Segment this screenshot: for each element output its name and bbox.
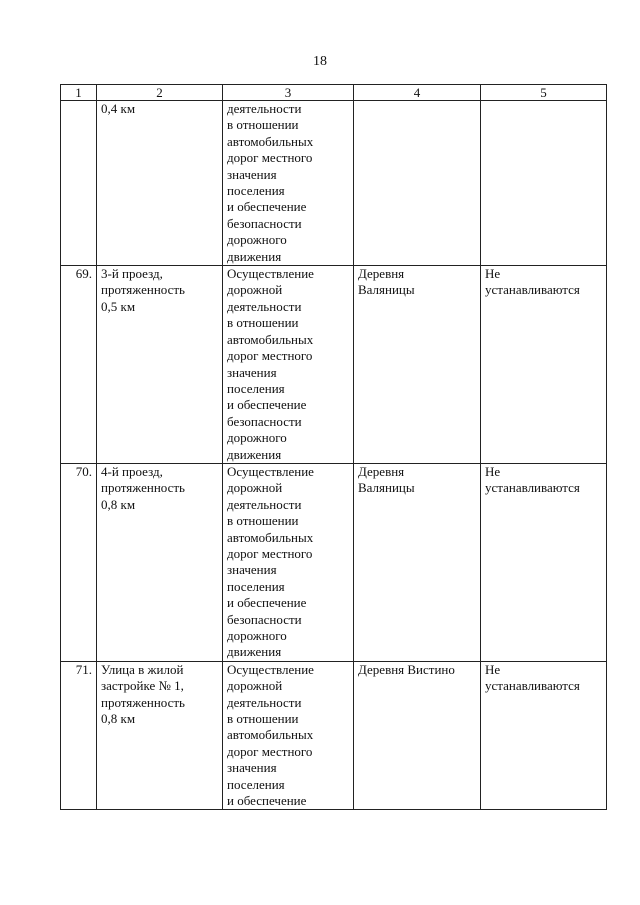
activity-description-line: в отношении (227, 711, 299, 727)
activity-description-line: дорожной (227, 480, 283, 496)
activity-description-line: и обеспечение (227, 199, 307, 215)
activity-description-line: и обеспечение (227, 793, 307, 809)
activity-description-line: Осуществление (227, 463, 314, 479)
table-row (61, 661, 607, 810)
activity-description-line: значения (227, 364, 277, 380)
activity-description-cell (223, 463, 354, 661)
activity-description-line: движения (227, 248, 282, 264)
activity-description-line: значения (227, 166, 277, 182)
row-number-cell (61, 101, 97, 266)
road-name-line: застройке № 1, (101, 678, 184, 694)
activity-description-line: и обеспечение (227, 595, 307, 611)
column-header-4: 4 (354, 85, 481, 101)
activity-description-line: поселения (227, 183, 285, 199)
activity-description-line: поселения (227, 380, 285, 396)
road-name-cell (97, 661, 223, 810)
restrictions-status-line: Не (485, 463, 501, 479)
column-header-1: 1 (61, 85, 97, 101)
road-name-line: протяженность (101, 282, 185, 298)
settlement-cell (354, 661, 481, 810)
roads-table (60, 84, 607, 810)
activity-description-line: Осуществление (227, 266, 314, 282)
activity-description-line: в отношении (227, 117, 299, 133)
restrictions-status-cell (481, 101, 607, 266)
restrictions-status-line: Не (485, 661, 501, 677)
page-number: 18 (313, 54, 327, 69)
row-number-cell: 71. (61, 661, 97, 810)
column-header-2: 2 (97, 85, 223, 101)
road-name-line: 3-й проезд, (101, 266, 163, 282)
restrictions-status-line: устанавливаются (485, 678, 580, 694)
activity-description-line: в отношении (227, 513, 299, 529)
header-row (61, 85, 607, 101)
road-name-line: 4-й проезд, (101, 463, 163, 479)
activity-description-line: дорожного (227, 628, 287, 643)
activity-description-cell (223, 101, 354, 266)
activity-description-line: безопасности (227, 413, 302, 429)
restrictions-status-line: устанавливаются (485, 480, 580, 496)
road-name-cell (97, 101, 223, 266)
activity-description-line: дорожного (227, 430, 287, 446)
road-name-line: Улица в жилой (101, 661, 184, 677)
activity-description-line: автомобильных (227, 727, 314, 743)
settlement-line: Деревня (358, 266, 405, 282)
column-header-3: 3 (223, 85, 354, 101)
activity-description-cell (223, 661, 354, 810)
restrictions-status-cell (481, 463, 607, 661)
restrictions-status-line: устанавливаются (485, 282, 580, 298)
activity-description-line: автомобильных (227, 529, 314, 545)
activity-description-line: поселения (227, 578, 285, 594)
settlement-line: Валяницы (358, 480, 415, 496)
table-row (61, 101, 607, 266)
activity-description-line: деятельности (227, 298, 302, 314)
activity-description-line: автомобильных (227, 331, 314, 347)
table-body (61, 101, 607, 810)
road-name-cell (97, 463, 223, 661)
settlement-line: Деревня (358, 463, 405, 479)
settlement-line: Валяницы (358, 282, 415, 298)
activity-description-line: безопасности (227, 215, 302, 231)
row-number-cell: 69. (61, 266, 97, 464)
activity-description-line: автомобильных (227, 133, 314, 149)
table-row (61, 266, 607, 464)
activity-description-line: в отношении (227, 315, 299, 331)
table-row (61, 463, 607, 661)
settlement-cell (354, 101, 481, 266)
road-name-line: 0,5 км (101, 298, 136, 314)
column-header-5: 5 (481, 85, 607, 101)
activity-description-line: значения (227, 760, 277, 776)
activity-description-line: и обеспечение (227, 397, 307, 413)
settlement-line: Деревня Вистино (358, 661, 455, 677)
road-name-line: протяженность (101, 694, 185, 710)
activity-description-line: дорог местного (227, 348, 313, 364)
activity-description-line: дорожной (227, 678, 283, 694)
road-name-line: 0,8 км (101, 496, 136, 512)
road-name-line: протяженность (101, 480, 185, 496)
activity-description-line: безопасности (227, 611, 302, 627)
activity-description-line: движения (227, 446, 282, 462)
activity-description-line: деятельности (227, 496, 302, 512)
activity-description-line: дорог местного (227, 150, 313, 166)
activity-description-line: дорог местного (227, 545, 313, 561)
activity-description-line: поселения (227, 776, 285, 792)
activity-description-line: дорожной (227, 282, 283, 298)
activity-description-line: дорог местного (227, 743, 313, 759)
settlement-cell (354, 266, 481, 464)
activity-description-line: Осуществление (227, 661, 314, 677)
road-name-cell (97, 266, 223, 464)
settlement-cell (354, 463, 481, 661)
restrictions-status-cell (481, 266, 607, 464)
restrictions-status-line: Не (485, 266, 501, 282)
activity-description-line: дорожного (227, 232, 287, 248)
activity-description-cell (223, 266, 354, 464)
activity-description-line: деятельности (227, 101, 302, 116)
restrictions-status-cell (481, 661, 607, 810)
road-name-line: 0,8 км (101, 711, 136, 727)
activity-description-line: значения (227, 562, 277, 578)
activity-description-line: деятельности (227, 694, 302, 710)
road-name-line: 0,4 км (101, 101, 136, 116)
row-number-cell: 70. (61, 463, 97, 661)
activity-description-line: движения (227, 644, 282, 660)
